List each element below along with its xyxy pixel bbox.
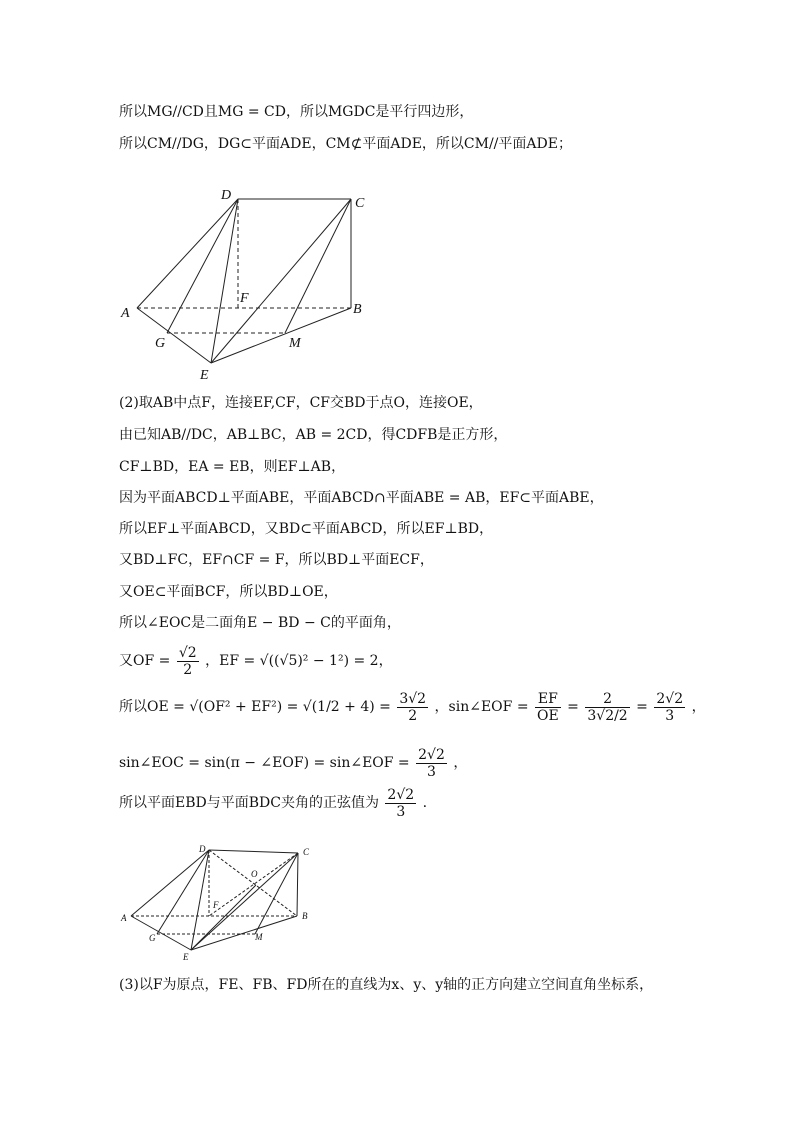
line-tail: ， (691, 699, 706, 715)
final-numerator: 2√2 (387, 786, 415, 803)
geometry-figure-2 (115, 840, 325, 965)
compound-denominator: 3√2/2 (587, 707, 628, 724)
label-D: D (221, 188, 232, 203)
final-prefix: 所以平面EBD与平面BDC夹角的正弦值为 (119, 795, 379, 811)
of-denominator: 2 (183, 661, 193, 678)
text-line-of-ef (119, 644, 393, 678)
label-G: G (155, 336, 166, 351)
ef-oe-fraction (535, 691, 561, 724)
text-line-sin-eoc (119, 746, 467, 780)
sin-eoc-prefix: sin∠EOC = sin(π − ∠EOF) = sin∠EOF = (119, 755, 410, 771)
of-prefix: 又OF = (119, 653, 171, 669)
ef-part: ，EF = √((√5)² − 1²) = 2， (205, 653, 393, 669)
equals-1: = (567, 699, 579, 715)
oe-numerator: 3√2 (399, 690, 427, 707)
final-denominator: 3 (396, 803, 406, 820)
label2-A: A (121, 913, 127, 923)
text-line-6: 因为平面ABCD⊥平面ABE，平面ABCD∩平面ABE = AB，EF⊂平面ABE， (119, 490, 604, 506)
result-fraction (654, 691, 685, 724)
sin-eoc-tail: ， (453, 755, 468, 771)
text-line-9: 又OE⊂平面BCF，所以BD⊥OE， (119, 584, 338, 600)
geometry-figure-1 (115, 185, 375, 385)
label2-C: C (303, 847, 310, 857)
label2-M: M (255, 932, 263, 942)
oe-denominator: 2 (408, 707, 418, 724)
label2-G: G (149, 933, 156, 943)
ef-label: EF (535, 691, 561, 708)
sin-eoc-fraction (416, 747, 447, 780)
compound-numerator: 2 (585, 691, 629, 708)
label-C: C (355, 196, 365, 211)
text-line-10: 所以∠EOC是二面角E − BD − C的平面角， (119, 615, 401, 631)
sin-eoc-denominator: 3 (427, 763, 436, 780)
text-line-2: 所以CM//DG，DG⊂平面ADE，CM⊄平面ADE，所以CM//平面ADE； (119, 136, 572, 152)
label2-B: B (302, 911, 308, 921)
result-numerator: 2√2 (656, 690, 684, 707)
label2-F: F (213, 900, 219, 910)
oe-label: OE (537, 707, 559, 724)
result-denominator: 3 (665, 707, 675, 724)
final-tail: . (422, 795, 428, 811)
label2-O: O (251, 869, 258, 879)
sin-eof-prefix: ，sin∠EOF = (434, 699, 529, 715)
text-line-4: 由已知AB//DC，AB⊥BC，AB = 2CD，得CDFB是正方形， (119, 427, 508, 443)
text-line-8: 又BD⊥FC，EF∩CF = F，所以BD⊥平面ECF， (119, 552, 434, 568)
text-line-5: CF⊥BD，EA = EB，则EF⊥AB， (119, 459, 346, 475)
text-line-oe (119, 690, 706, 724)
label-E: E (200, 368, 209, 383)
text-line-final (119, 786, 427, 820)
oe-prefix: 所以OE = √(OF² + EF²) = √(1/2 + 4) = (119, 699, 391, 715)
text-line-7: 所以EF⊥平面ABCD，又BD⊂平面ABCD，所以EF⊥BD， (119, 521, 494, 537)
label2-E: E (183, 952, 189, 962)
text-line-1: 所以MG//CD且MG = CD，所以MGDC是平行四边形， (119, 104, 474, 120)
sin-eoc-numerator: 2√2 (418, 746, 445, 763)
text-line-3: (2)取AB中点F，连接EF,CF，CF交BD于点O，连接OE， (119, 395, 483, 411)
compound-fraction (585, 691, 629, 724)
equals-2: = (636, 699, 648, 715)
label2-D: D (199, 844, 206, 854)
of-fraction (177, 645, 199, 678)
label-M: M (289, 336, 301, 351)
oe-fraction (397, 691, 428, 724)
label-F: F (240, 291, 249, 306)
text-line-16: (3)以F为原点，FE、FB、FD所在的直线为x、y、y轴的正方向建立空间直角坐标系， (119, 977, 654, 993)
of-numerator: √2 (178, 644, 197, 661)
final-fraction (385, 787, 416, 820)
label-B: B (353, 302, 362, 317)
label-A: A (121, 306, 130, 321)
